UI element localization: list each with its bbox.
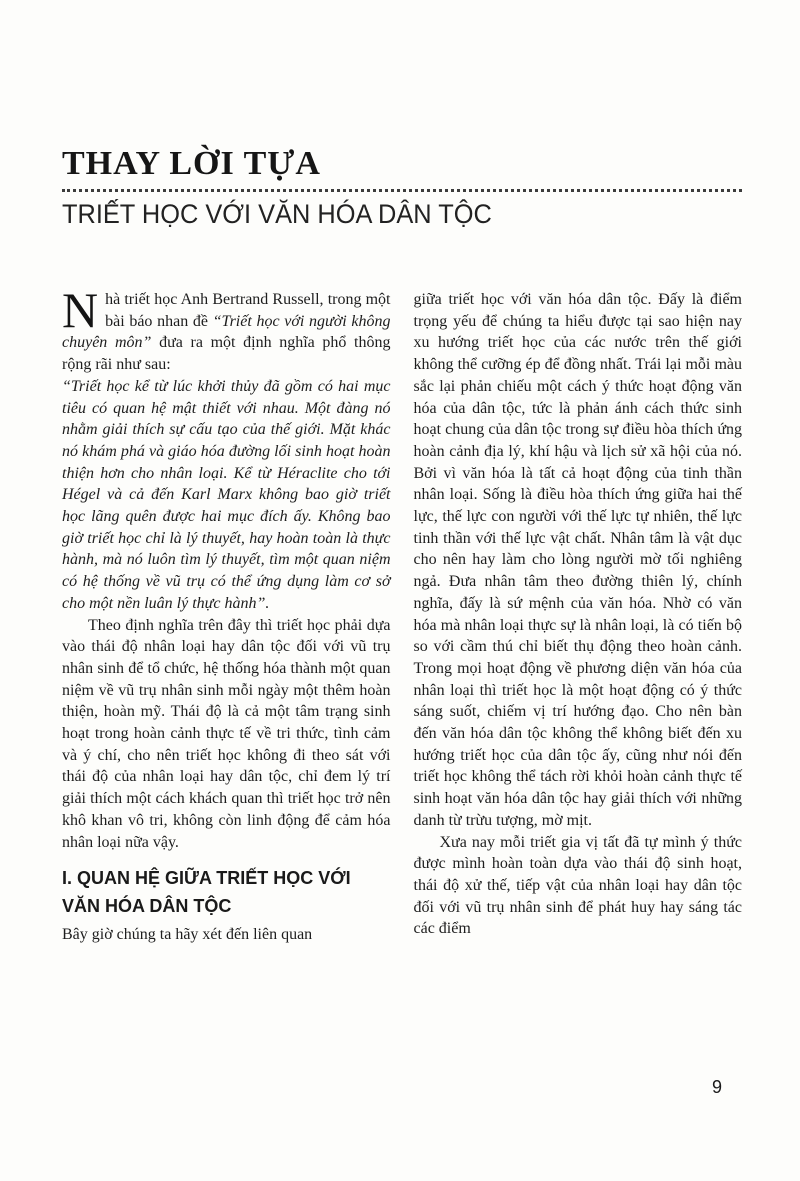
intro-text-end: đưa ra một định nghĩa phổ thông rộng rãi như sau: [62,334,391,374]
dotted-divider [62,189,742,192]
body-paragraph: Bây giờ chúng ta hãy xét đến liên quan [62,926,313,944]
article-title-italic: “Triết học với người không chuyên môn” [62,312,391,352]
body-paragraph: giữa triết học với văn hóa dân tộc. Đấy là điểm trọng yếu để chúng ta hiểu được tại sao hiện nay xu hướng triết học của các nước trên thế giới không thể cưỡng ép để đồng nhất. Trái lại mỗi màu sắc lại phản chiếu một cách ý thức hoạt động văn hóa của dân tộc, tức là phản ánh cách thức sinh hoạt chung của dân tộc trong sự điều hòa thích ứng hoàn cảnh địa lý, khí hậu và lịch sử xã hội của nó. Bởi vì văn hóa là tất cả hoạt động của tinh thần nhân loại. Sống là điều hòa thích ứng giữa hai thế lực, thế lực con người với thế lực tự nhiên, thế lực tinh thần với thế lực vật chất. Nhân tâm là vật dục cho nên hay làm cho lòng người mờ tối nghiêng ngả. Đưa nhân tâm theo đường thiên lý, chính nghĩa, đấy là sứ mệnh của văn hóa. Nhờ có văn hóa mà nhân loại thực sự là nhân loại, là có tiến bộ so với cầm thú chỉ biết thụ động theo hoàn cảnh. Trong mọi hoạt động về phương diện văn hóa của nhân loại thì triết học là một hoạt động có ý thức sáng suốt, chiếm vị trí hướng đạo. Cho nên bàn đến văn hóa dân tộc không thể không biết đến xu hướng triết học của dân tộc ấy, cũng như nói đến triết học không thể tách rời khỏi hoàn cảnh thực tế sinh hoạt văn hóa dân tộc hay giải thích với những danh từ trừu tượng, mờ mịt. [413,291,742,829]
page-title: THAY LỜI TỰA [62,145,321,182]
left-column [62,282,391,946]
body-paragraph: Theo định nghĩa trên đây thì triết học phải dựa vào thái độ nhân loại hay dân tộc đối với vũ trụ nhân sinh để tổ chức, hệ thống hóa thành một quan niệm về vũ trụ nhân sinh mỗi ngày một thêm hoàn thiện, hoàn mỹ. Thái độ là cả một tâm trạng sinh hoạt trong hoàn cảnh thực tế về tri thức, tình cảm và ý chí, cho nên triết học không đi theo sát với thái độ của nhân loại hay dân tộc, chỉ đem lý trí giải thích một cách khách quan thì triết học trở nên khô khan vô tri, không còn linh động để cảm hóa nhân loại nữa vậy. [62,616,391,851]
text-columns [62,282,742,946]
section-heading: I. QUAN HỆ GIỮA TRIẾT HỌC VỚI VĂN HÓA DÂN TỘC [62,868,351,917]
page-subtitle: TRIẾT HỌC VỚI VĂN HÓA DÂN TỘC [62,199,492,229]
page-number: 9 [712,1077,723,1097]
intro-paragraph [62,282,391,376]
block-quote: “Triết học kể từ lúc khởi thủy đã gồm có hai mục tiêu có quan hệ mật thiết với nhau. Một đàng nó nhằm giải thích sự cấu tạo của thế giới. Mặt khác nó khám phá và giáo hóa đường lối sinh hoạt hoàn thiện hơn cho nhân loại. Kể từ Héraclite cho tới Hégel và cả đến Karl Marx không bao giờ triết học lãng quên được hai mục đích ấy. Không bao giờ triết học chỉ là lý thuyết, hay hoàn toàn là thực hành, mà nó luôn tìm lý thuyết, tìm một quan niệm có hệ thống về vũ trụ có thể ứng dụng làm cơ sở cho một nền luân lý thực hành”. [62,377,391,612]
body-paragraph: Xưa nay mỗi triết gia vị tất đã tự mình ý thức được mình hoàn toàn dựa vào thái độ sinh hoạt, thái độ xử thế, tiếp vật của nhân loại hay dân tộc đối với vũ trụ nhân sinh để phát huy hay sáng tác các điểm [413,833,742,938]
drop-cap: N [62,282,99,338]
intro-text-start: hà triết học Anh Bertrand Russell, trong một bài báo nhan đề [105,291,391,330]
right-column [414,289,743,946]
